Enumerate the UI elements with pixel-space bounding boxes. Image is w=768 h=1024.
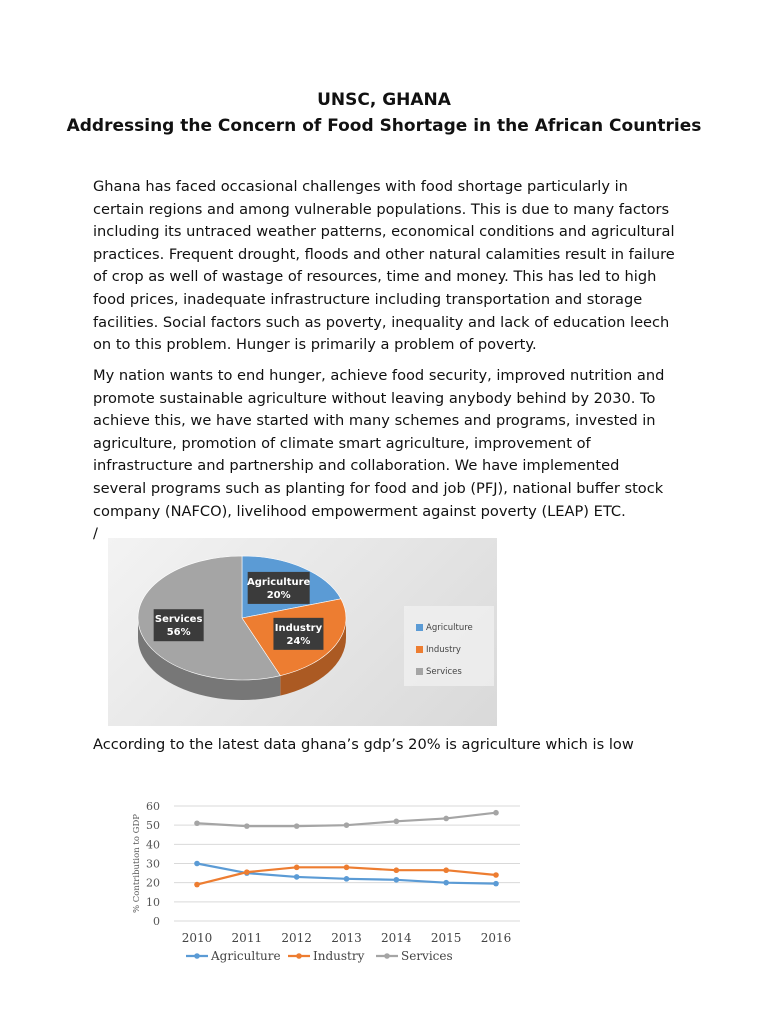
paragraph-line: food prices, inadequate infrastructure including transportation and storage xyxy=(93,290,643,308)
pie-chart xyxy=(108,538,497,726)
paragraph-line: My nation wants to end hunger, achieve food security, improved nutrition and xyxy=(93,367,665,384)
data-point-industry xyxy=(493,872,499,878)
data-point-industry xyxy=(294,865,300,871)
data-point-agriculture xyxy=(194,861,200,867)
paragraph-2 xyxy=(93,365,683,546)
x-tick-label: 2010 xyxy=(181,931,213,945)
pie-data-label-services xyxy=(154,609,204,641)
paragraph-line: facilities. Social factors such as poverty, inequality and lack of education leech xyxy=(93,313,670,331)
paragraph-line: including its untraced weather patterns, economical conditions and agricultural xyxy=(93,223,675,241)
svg-text:56%: 56% xyxy=(166,627,191,639)
data-point-services xyxy=(294,823,300,829)
data-point-services xyxy=(493,810,499,816)
paragraph-line: company (NAFCO), livelihood empowerment against poverty (LEAP) ETC. xyxy=(93,502,626,520)
data-point-industry xyxy=(394,867,400,873)
caption: According to the latest data ghana’s gdp’s 20% is agriculture which is low xyxy=(93,736,634,753)
svg-text:Services: Services xyxy=(154,614,203,626)
paragraph-line: agriculture, promotion of climate smart agriculture, improvement of xyxy=(93,434,591,452)
data-point-agriculture xyxy=(294,874,300,880)
line-chart xyxy=(120,790,530,975)
data-point-agriculture xyxy=(493,881,499,887)
svg-text:24%: 24% xyxy=(286,635,311,647)
data-point-services xyxy=(344,822,350,828)
document-title-line1: UNSC, GHANA xyxy=(317,90,451,110)
y-axis-label: % Contribution to GDP xyxy=(132,814,142,913)
paragraph-1 xyxy=(93,176,683,357)
y-tick-label: 20 xyxy=(146,876,160,890)
legend-swatch-agriculture xyxy=(416,624,423,631)
x-tick-label: 2015 xyxy=(430,931,462,945)
paragraph-line: achieve this, we have started with many schemes and programs, invested in xyxy=(93,412,656,430)
legend-label-services: Services xyxy=(401,949,453,963)
paragraph-line: / xyxy=(93,525,98,543)
paragraph-line: practices. Frequent drought, floods and other natural calamities result in failure xyxy=(93,245,675,263)
document-title-line2: Addressing the Concern of Food Shortage in the African Countries xyxy=(66,116,702,136)
paragraph-line: several programs such as planting for food and job (PFJ), national buffer stock xyxy=(93,479,664,497)
x-tick-label: 2014 xyxy=(381,931,412,945)
paragraph-line: promote sustainable agriculture without leaving anybody behind by 2030. To xyxy=(93,389,656,407)
pie-data-label-industry xyxy=(273,618,323,650)
legend-label-industry: Industry xyxy=(426,645,461,655)
x-tick-label: 2012 xyxy=(281,931,312,945)
svg-text:Industry: Industry xyxy=(274,622,323,634)
paragraph-line: Ghana has faced occasional challenges with food shortage particularly in xyxy=(93,178,628,195)
y-tick-label: 10 xyxy=(146,895,160,909)
legend-swatch-services xyxy=(416,668,423,675)
legend-label-agriculture: Agriculture xyxy=(426,623,473,633)
y-tick-label: 40 xyxy=(146,838,160,852)
y-tick-label: 60 xyxy=(146,800,160,813)
data-point-services xyxy=(244,823,250,829)
paragraph-line: certain regions and among vulnerable populations. This is due to many factors xyxy=(93,200,670,218)
svg-text:Agriculture: Agriculture xyxy=(246,576,311,588)
y-tick-label: 50 xyxy=(146,819,160,833)
data-point-services xyxy=(194,820,200,826)
legend-label-services: Services xyxy=(426,667,462,677)
pie-data-label-agriculture xyxy=(247,572,311,604)
data-point-industry xyxy=(244,869,250,875)
pie-legend xyxy=(404,606,494,686)
data-point-agriculture xyxy=(344,876,350,882)
line-legend xyxy=(186,949,453,963)
paragraph-line: of crop as well of wastage of resources, time and money. This has led to high xyxy=(93,268,657,286)
paragraph-line: on to this problem. Hunger is primarily a problem of poverty. xyxy=(93,336,537,354)
x-tick-label: 2016 xyxy=(480,931,512,945)
x-tick-label: 2013 xyxy=(331,931,362,945)
y-tick-label: 0 xyxy=(153,915,160,928)
paragraph-line: infrastructure and partnership and collaboration. We have implemented xyxy=(93,457,620,475)
y-tick-label: 30 xyxy=(146,857,160,871)
legend-swatch-industry xyxy=(416,646,423,653)
data-point-industry xyxy=(344,865,350,871)
data-point-agriculture xyxy=(394,877,400,883)
data-point-services xyxy=(394,819,400,825)
data-point-services xyxy=(443,816,449,822)
data-point-industry xyxy=(194,882,200,888)
legend-label-industry: Industry xyxy=(313,949,365,963)
svg-text:20%: 20% xyxy=(266,589,291,601)
data-point-industry xyxy=(443,867,449,873)
data-point-agriculture xyxy=(443,880,449,886)
legend-label-agriculture: Agriculture xyxy=(211,949,281,963)
x-tick-label: 2011 xyxy=(231,931,263,945)
